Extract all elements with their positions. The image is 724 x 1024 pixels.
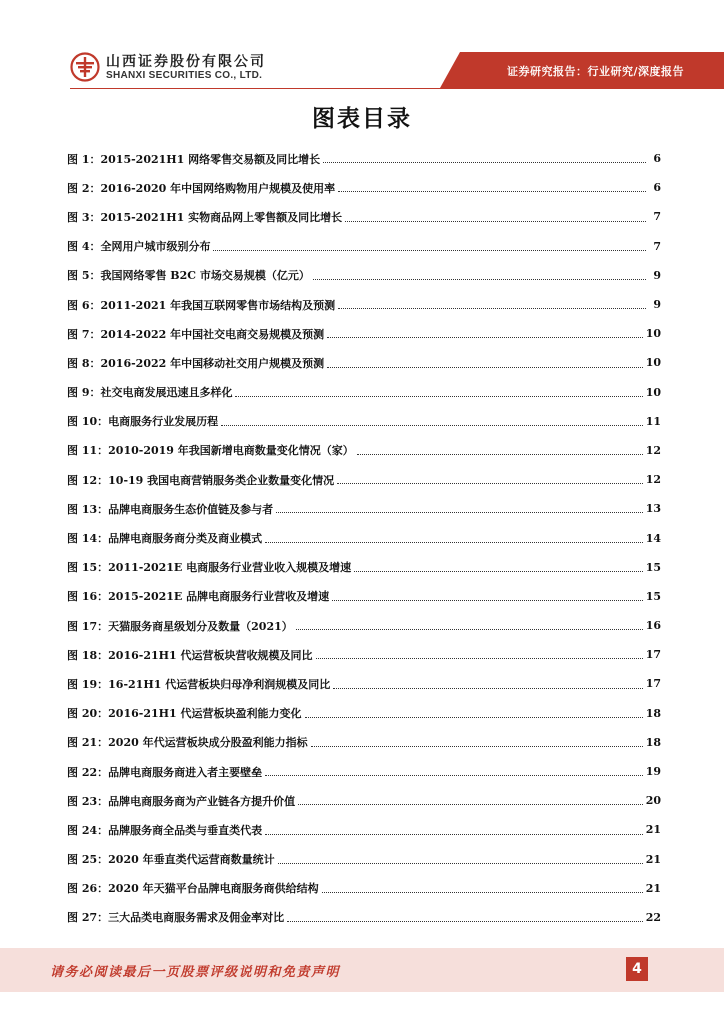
toc-entry-page[interactable]: 9 (653, 298, 661, 312)
toc-entry[interactable] (67, 261, 661, 290)
toc-entry-label[interactable]: 图 7：2014-2022 年中国社交电商交易规模及预测 (67, 327, 325, 341)
toc-entry-label[interactable]: 图 1：2015-2021H1 网络零售交易额及同比增长 (67, 152, 321, 166)
page-title: 图表目录 (312, 106, 412, 132)
toc-dot-leader (323, 161, 646, 163)
toc-entry-label[interactable]: 图 10：电商服务行业发展历程 (67, 415, 219, 429)
toc-dot-leader (357, 453, 643, 455)
toc-dot-leader (333, 687, 642, 689)
toc-entry-page[interactable]: 17 (645, 677, 661, 691)
toc-entry-page[interactable]: 6 (653, 181, 661, 195)
toc-entry-label[interactable]: 图 5：我国网络零售 B2C 市场交易规模（亿元） (67, 269, 310, 283)
toc-entry[interactable] (67, 173, 661, 202)
toc-dot-leader (265, 833, 643, 835)
toc-entry-label[interactable]: 图 8：2016-2022 年中国移动社交用户规模及预测 (67, 356, 325, 370)
toc-entry-label[interactable]: 图 24：品牌服务商全品类与垂直类代表 (67, 823, 263, 837)
toc-entry[interactable] (67, 523, 661, 552)
toc-entry-label[interactable]: 图 20：2016-21H1 代运营板块盈利能力变化 (67, 707, 302, 721)
toc-dot-leader (332, 599, 643, 601)
toc-entry[interactable] (67, 436, 661, 465)
toc-entry[interactable] (67, 699, 661, 728)
toc-entry[interactable] (67, 494, 661, 523)
toc-dot-leader (305, 716, 643, 718)
toc-entry[interactable] (67, 290, 661, 319)
toc-dot-leader (213, 249, 646, 251)
toc-entry-label[interactable]: 图 16：2015-2021E 品牌电商服务行业营收及增速 (67, 590, 330, 604)
toc-dot-leader (278, 862, 643, 864)
toc-dot-leader (311, 745, 643, 747)
toc-dot-leader (265, 774, 643, 776)
toc-entry-page[interactable]: 15 (645, 589, 661, 603)
toc-entry-page[interactable]: 18 (645, 735, 661, 749)
toc-entry[interactable] (67, 348, 661, 377)
toc-entry-label[interactable]: 图 13：品牌电商服务生态价值链及参与者 (67, 502, 274, 516)
toc-dot-leader (337, 482, 643, 484)
page-footer (0, 948, 724, 992)
toc-dot-leader (354, 570, 643, 572)
toc-entry-page[interactable]: 21 (645, 852, 661, 866)
toc-entry-label[interactable]: 图 6：2011-2021 年我国互联网零售市场结构及预测 (67, 298, 336, 312)
toc-entry[interactable] (67, 669, 661, 698)
toc-entry-page[interactable]: 22 (645, 910, 661, 924)
shanxi-securities-logo-icon (70, 52, 100, 82)
toc-entry[interactable] (67, 757, 661, 786)
toc-entry-label[interactable]: 图 25：2020 年垂直类代运营商数量统计 (67, 853, 275, 867)
toc-dot-leader (287, 920, 643, 922)
disclaimer-text: 请务必阅读最后一页股票评级说明和免责声明 (50, 965, 341, 980)
toc-entry-label[interactable]: 图 26：2020 年天猫平台品牌电商服务商供给结构 (67, 882, 319, 896)
toc-entry-label[interactable]: 图 14：品牌电商服务商分类及商业模式 (67, 532, 263, 546)
toc-entry-label[interactable]: 图 27：三大品类电商服务需求及佣金率对比 (67, 911, 285, 925)
toc-entry-label[interactable]: 图 11：2010-2019 年我国新增电商数量变化情况（家） (67, 444, 354, 458)
toc-entry-label[interactable]: 图 21：2020 年代运营板块成分股盈利能力指标 (67, 736, 308, 750)
figure-table-of-contents (67, 144, 661, 932)
toc-dot-leader (235, 395, 642, 397)
toc-entry-page[interactable]: 21 (645, 881, 661, 895)
toc-entry-label[interactable]: 图 17：天猫服务商星级划分及数量（2021） (67, 619, 293, 633)
toc-entry[interactable] (67, 728, 661, 757)
toc-dot-leader (338, 307, 646, 309)
toc-entry-label[interactable]: 图 9：社交电商发展迅速且多样化 (67, 386, 233, 400)
toc-entry-label[interactable]: 图 4：全网用户城市级别分布 (67, 240, 211, 254)
toc-entry[interactable] (67, 874, 661, 903)
page-number: 4 (626, 957, 648, 981)
toc-entry-page[interactable]: 6 (653, 152, 661, 166)
toc-entry[interactable] (67, 903, 661, 932)
toc-dot-leader (322, 891, 643, 893)
toc-entry-page[interactable]: 10 (645, 356, 661, 370)
header-divider (70, 88, 724, 89)
toc-dot-leader (316, 657, 643, 659)
toc-entry-page[interactable]: 12 (645, 473, 661, 487)
toc-entry-page[interactable]: 11 (645, 414, 661, 428)
toc-entry[interactable] (67, 202, 661, 231)
toc-entry-page[interactable]: 16 (645, 619, 661, 633)
toc-entry-page[interactable]: 19 (645, 765, 661, 779)
toc-dot-leader (265, 541, 643, 543)
toc-entry-page[interactable]: 15 (645, 560, 661, 574)
toc-entry-label[interactable]: 图 2：2016-2020 年中国网络购物用户规模及使用率 (67, 181, 336, 195)
toc-dot-leader (296, 628, 643, 630)
toc-entry[interactable] (67, 845, 661, 874)
toc-entry-label[interactable]: 图 12：10-19 我国电商营销服务类企业数量变化情况 (67, 473, 335, 487)
toc-entry-label[interactable]: 图 23：品牌电商服务商为产业链各方提升价值 (67, 794, 296, 808)
company-name-en: SHANXI SECURITIES CO., LTD. (106, 70, 263, 81)
toc-entry-page[interactable]: 10 (645, 327, 661, 341)
toc-dot-leader (345, 220, 646, 222)
toc-entry[interactable] (67, 786, 661, 815)
toc-entry-page[interactable]: 17 (645, 648, 661, 662)
toc-dot-leader (313, 278, 646, 280)
report-type: 证券研究报告：行业研究/深度报告 (506, 65, 684, 78)
toc-entry-label[interactable]: 图 18：2016-21H1 代运营板块营收规模及同比 (67, 648, 313, 662)
toc-dot-leader (327, 366, 643, 368)
toc-dot-leader (338, 190, 646, 192)
toc-dot-leader (298, 803, 643, 805)
toc-entry[interactable] (67, 815, 661, 844)
toc-entry-label[interactable]: 图 15：2011-2021E 电商服务行业营业收入规模及增速 (67, 561, 352, 575)
toc-entry[interactable] (67, 144, 661, 173)
toc-entry-page[interactable]: 7 (653, 239, 661, 253)
toc-entry-page[interactable]: 13 (645, 502, 661, 516)
toc-entry[interactable] (67, 640, 661, 669)
toc-entry-page[interactable]: 21 (645, 823, 661, 837)
toc-entry[interactable] (67, 553, 661, 582)
toc-entry-page[interactable]: 18 (645, 706, 661, 720)
toc-entry-label[interactable]: 图 19：16-21H1 代运营板块归母净利润规模及同比 (67, 677, 331, 691)
toc-entry[interactable] (67, 378, 661, 407)
page-header (0, 0, 724, 90)
toc-entry[interactable] (67, 319, 661, 348)
toc-entry-label[interactable]: 图 3：2015-2021H1 实物商品网上零售额及同比增长 (67, 210, 343, 224)
toc-entry[interactable] (67, 232, 661, 261)
toc-entry-page[interactable]: 9 (653, 268, 661, 282)
toc-entry-label[interactable]: 图 22：品牌电商服务商进入者主要壁垒 (67, 765, 263, 779)
toc-dot-leader (276, 511, 643, 513)
toc-dot-leader (221, 424, 643, 426)
toc-entry[interactable] (67, 611, 661, 640)
toc-entry-page[interactable]: 20 (645, 794, 661, 808)
toc-entry[interactable] (67, 465, 661, 494)
toc-dot-leader (327, 336, 643, 338)
toc-entry-page[interactable]: 14 (645, 531, 661, 545)
toc-entry-page[interactable]: 7 (653, 210, 661, 224)
toc-entry[interactable] (67, 582, 661, 611)
toc-entry[interactable] (67, 407, 661, 436)
company-name-cn: 山西证券股份有限公司 (106, 54, 266, 70)
toc-entry-page[interactable]: 12 (645, 443, 661, 457)
toc-entry-page[interactable]: 10 (645, 385, 661, 399)
